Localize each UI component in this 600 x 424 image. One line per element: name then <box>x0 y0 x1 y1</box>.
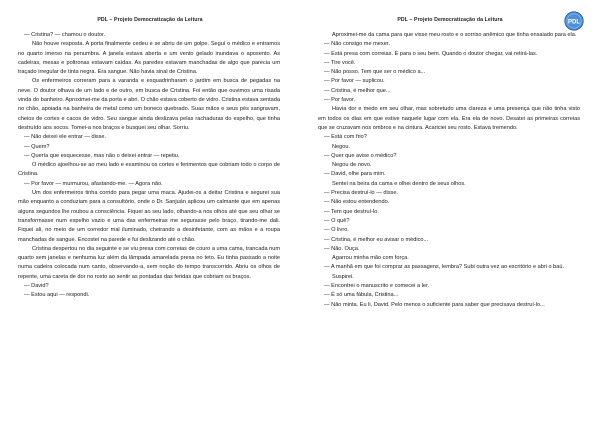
paragraph: — Por favor — murmurou, afastando-me. — Agora não. <box>24 180 163 187</box>
paragraph: Os enfermeiros correram para a varanda e esquadrinharam o jardim em busca de pegadas na neve. O doutor olhava de um lado e de outro, em busca de Cristina. Foi então que ouvimos uma risada vinda do banheiro. Aproximei-me da porta e abri. O chão estava coberto de vidro. Cristina estava sentada no chão, apoiada na banheira de metal como um boneco quebrado. Suas mãos e seus pés sangravam, cheios de cortes e cacos de vidro. Seu sangue ainda deslizava pelas rachaduras do espelho, que tinha destruído aos socos. Tomei-a nos braços e busquei seu olhar. Sorriu. <box>18 78 280 131</box>
paragraph: — Tem que destruí-lo. <box>324 208 379 215</box>
paragraph: — Está com frio? <box>324 134 367 141</box>
paragraph: — O quê? <box>324 217 350 224</box>
paragraph: — Cristina, é melhor que... <box>324 87 391 94</box>
right-page-body <box>318 31 580 310</box>
paragraph: Havia dor e medo em seu olhar, mas sobretudo uma clareza e uma presença que não tinha visto em todos os dias em que estive naquele lugar com ela. Era ela de novo. Desatei as primeiras correias que se cruzavam nos ombros e na cintura. Acariciei seu rosto. Estava tremendo. <box>318 106 580 131</box>
paragraph: Sentei na beira da cama e olhei dentro de seus olhos. <box>332 180 466 187</box>
paragraph: Agarrou minha mão com força. <box>332 255 409 262</box>
paragraph: — Não minta. Eu li, David. Pelo menos o suficiente para saber que precisava destruí-lo... <box>324 301 545 308</box>
paragraph: — Quem? <box>24 143 50 150</box>
paragraph: — Encontrei o manuscrito e comecei a ler. <box>324 283 430 290</box>
paragraph: — Cristina? — chamou o doutor. <box>24 32 106 38</box>
paragraph: Aproximei-me da cama para que visse meu rosto e o sorriso anêmico que tinha ensaiado para ela. <box>332 32 577 38</box>
paragraph: — Não. Ouça. <box>324 245 360 252</box>
svg-text:PDL: PDL <box>568 19 580 26</box>
paragraph: — Não posso. Tem que ser o médico a... <box>324 69 426 76</box>
paragraph: — Por favor. <box>324 97 356 104</box>
paragraph: Suspirei. <box>332 273 354 280</box>
paragraph: — David, olhe para mim. <box>324 171 386 178</box>
paragraph: — Não deixei ele entrar — disse. <box>24 134 107 141</box>
paragraph: — Estou aqui — respondi. <box>24 292 90 299</box>
paragraph: — Quer que avise o médico? <box>324 152 397 159</box>
paragraph: Não houve resposta. A porta finalmente cedeu e se abriu de um golpe. Seguí o médico e entramos no quarto imerso na penumbra. A janela estava aberta e um vento gelado inundava o aposento. As cadeiras, mesas e poltronas estavam caídas. As paredes estavam manchadas de algo que parecia um traçado irregular de tinta negra. Era sangue. Não havia sinal de Cristina. <box>18 41 280 76</box>
paragraph: Negou de novo. <box>332 162 372 169</box>
paragraph: Negou. <box>332 143 351 150</box>
paragraph: — Quería que esquecesse, mas não o deixei entrar — repetiu. <box>24 152 180 159</box>
paragraph: Cristina despertou no dia seguinte e se viu presa com correias de couro a uma cama, trancada num quarto sem janelas e nenhuma luz além da lâmpada amarelada presa no teto. Eu tinha passado a noite numa cadeira colocada num canto, observando-a, sem noção do tempo transcorrido. Abriu os olhos de repente, uma careta de dor no rosto ao sentir as pontadas das feridas que cobriam os braços. <box>18 245 280 280</box>
paragraph: — Não consigo me mexer. <box>324 41 390 48</box>
paragraph: — Está presa com correias. É para o seu bem. Quando o doutor chegar, vai retirá-las. <box>324 50 538 57</box>
paragraph: — Por favor — suplicou. <box>324 78 385 85</box>
paragraph: — Tire você. <box>324 59 356 66</box>
paragraph: — Não estou entendendo. <box>324 199 390 206</box>
pdl-logo-icon <box>564 11 584 31</box>
paragraph: — A manhã em que foi comprar as passagens, lembra? Subi outra vez ao escritório e abri o baú. <box>324 264 565 271</box>
right-page <box>300 0 600 424</box>
paragraph: O médico ajoelhou-se ao meu lado e examinou os cortes e ferimentos que cobriam todo o corpo de Cristina. <box>18 162 280 178</box>
running-header: PDL – Projeto Democratização da Leitura <box>397 17 503 23</box>
left-page-body <box>18 31 280 301</box>
paragraph: — É só uma fábula, Cristina... <box>324 292 399 299</box>
paragraph: — David? <box>24 283 49 290</box>
paragraph: — O livro. <box>324 227 349 234</box>
paragraph: — Precisa destruí-lo — disse. <box>324 190 398 197</box>
paragraph: — Cristina, é melhor eu avisar o médico... <box>324 236 429 243</box>
running-header: PDL – Projeto Democratização da Leitura <box>97 17 203 23</box>
paragraph: Um dos enfermeiros tinha corrido para pegar uma maca. Ajudei-os a deitar Cristina e segurei sua mão enquanto a conduziam para a consultório, onde o Dr. Sanjuán aplicou um calmante que em apenas alguns segundos lhe roubou a consciência. Fiquei ao seu lado, olhando-a nos olhos até que seu olhar se transformasse num espelho vazio e uma das enfermeiras me segurasse pelo braço, tirando-me dali. Fiquei ali, no meio de um corredor mal iluminado, cheirando a desinfetante, com as mãos e a roupa manchadas de sangue. Encostei na parede e fui deslizando até o chão. <box>18 190 280 243</box>
